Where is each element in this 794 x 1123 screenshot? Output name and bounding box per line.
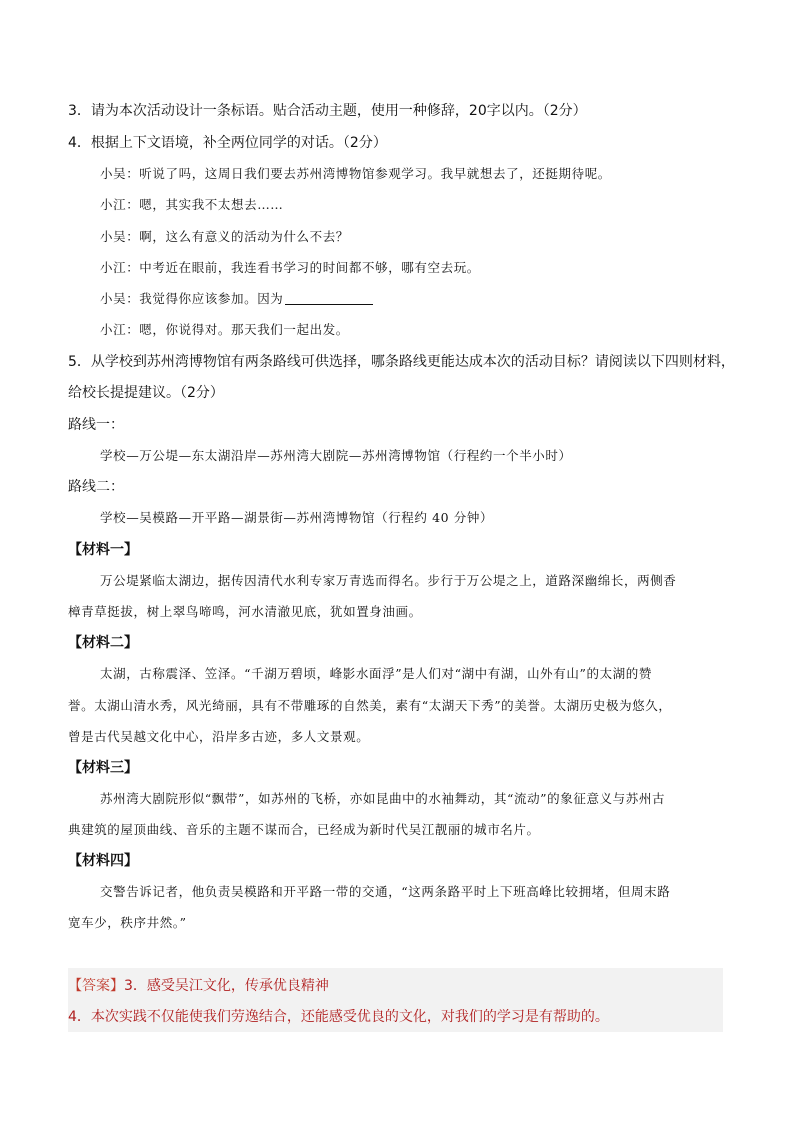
material-1-line: 樟青草挺拔，树上翠鸟啼鸣，河水清澈见底，犹如置身油画。 (68, 604, 422, 619)
route-2-label: 路线二： (68, 479, 124, 495)
question-3: 3．请为本次活动设计一条标语。贴合活动主题，使用一种修辞，20字以内。（2分） (68, 103, 587, 119)
material-2-line: 曾是古代吴越文化中心，沿岸多古迹，多人文景观。 (68, 729, 370, 744)
material-3-line: 典建筑的屋顶曲线、音乐的主题不谋而合，已经成为新时代吴江靓丽的城市名片。 (68, 822, 540, 837)
answer-line-2: 4．本次实践不仅能使我们劳逸结合，还能感受优良的文化，对我们的学习是有帮助的。 (68, 1009, 609, 1025)
answer-tag: 【答案】 (68, 978, 124, 994)
material-3-title: 【材料三】 (68, 760, 138, 776)
dialogue-line: 小江：嗯，其实我不太想去…… (100, 197, 284, 212)
dialogue-line: 小吴：听说了吗，这周日我们要去苏州湾博物馆参观学习。我早就想去了，还挺期待呢。 (100, 166, 611, 181)
material-4-title: 【材料四】 (68, 853, 138, 869)
question-4: 4．根据上下文语境，补全两位同学的对话。（2分） (68, 135, 387, 151)
route-1-label: 路线一： (68, 417, 124, 433)
material-3-line: 苏州湾大剧院形似“飘带”，如苏州的飞桥，亦如昆曲中的水袖舞动，其“流动”的象征意义与苏州古 (100, 791, 666, 806)
material-2-line: 誉。太湖山清水秀，风光绮丽，具有不带雕琢的自然美，素有“太湖天下秀”的美誉。太湖历史极为悠久， (68, 698, 672, 713)
material-2-line: 太湖，古称震泽、笠泽。“千湖万碧顷，峰影水面浮”是人们对“湖中有湖，山外有山”的太湖的赞 (100, 666, 652, 681)
material-4-line: 宽车少，秩序井然。” (68, 915, 187, 930)
answer-blank[interactable] (285, 290, 373, 305)
dialogue-line: 小江：嗯，你说得对。那天我们一起出发。 (100, 322, 349, 337)
dialogue-line-with-blank (100, 289, 373, 309)
material-1-title: 【材料一】 (68, 542, 138, 558)
material-4-line: 交警告诉记者，他负责吴模路和开平路一带的交通，“这两条路平时上下班高峰比较拥堵，但周末路 (100, 884, 671, 899)
question-5-line-2: 给校长提提建议。（2分） (68, 385, 224, 401)
answer-line-1 (68, 976, 329, 996)
dialogue-line: 小江：中考近在眼前，我连看书学习的时间都不够，哪有空去玩。 (100, 260, 480, 275)
dialogue-text: 小吴：我觉得你应该参加。因为 (100, 291, 284, 306)
question-5-line-1: 5．从学校到苏州湾博物馆有两条路线可供选择，哪条路线更能达成本次的活动目标？请阅读以下四则材料， (68, 354, 735, 370)
route-1-text: 学校—万公堤—东太湖沿岸—苏州湾大剧院—苏州湾博物馆（行程约一个半小时） (100, 448, 572, 463)
route-2-text: 学校—吴模路—开平路—湖景街—苏州湾博物馆（行程约 40 分钟） (100, 510, 494, 525)
answer-text: 3．感受吴江文化，传承优良精神 (124, 978, 329, 994)
material-1-line: 万公堤紧临太湖边，据传因清代水利专家万青选而得名。步行于万公堤之上，道路深幽绵长，两侧香 (100, 573, 677, 588)
dialogue-line: 小吴：啊，这么有意义的活动为什么不去？ (100, 229, 349, 244)
material-2-title: 【材料二】 (68, 635, 138, 651)
